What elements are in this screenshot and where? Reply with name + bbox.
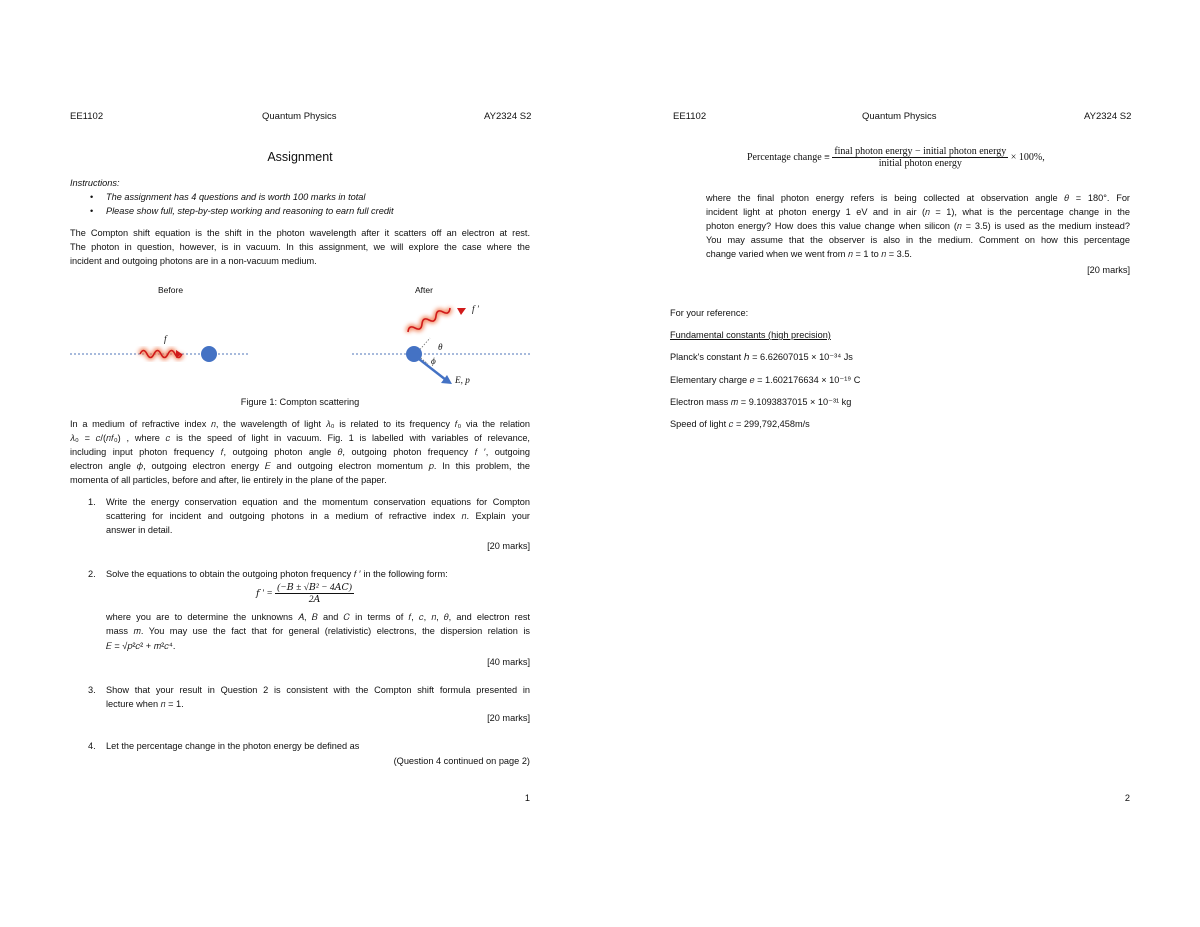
- body-line: momenta of all particles, before and after, lie entirely in the plane of the paper.: [70, 475, 387, 485]
- q3-line: lecture when 𝑛 = 1.: [106, 699, 184, 709]
- f-label: f: [164, 334, 167, 344]
- page-number: 2: [1124, 793, 1130, 803]
- header-term: AY2324 S2: [484, 111, 532, 122]
- eq-fraction: [832, 146, 1008, 169]
- constant-speed-of-light: Speed of light 𝑐 = 299,792,458m/s: [670, 419, 810, 429]
- outgoing-photon-wave: [408, 308, 466, 332]
- q4-line: Let the percentage change in the photon energy be defined as: [106, 741, 360, 751]
- compton-figure: [60, 280, 540, 395]
- body-line: electron angle 𝜙, outgoing electron energy 𝐸 and outgoing electron momentum 𝑝. In this problem, the: [70, 461, 530, 471]
- instructions-label: Instructions:: [70, 178, 120, 188]
- ep-label: E, p: [455, 375, 470, 385]
- q1-line: answer in detail.: [106, 525, 173, 535]
- percentage-change-equation: [747, 146, 1045, 169]
- body-line: In a medium of refractive index 𝑛, the wavelength of light 𝜆₀ is related to its frequency 𝑓₀ via the relation: [70, 419, 530, 429]
- constant-elementary-charge: Elementary charge 𝑒 = 1.602176634 × 10⁻¹⁹ C: [670, 375, 861, 385]
- q4-cont-line: where the final photon energy refers is being collected at observation angle 𝜃 = 180°. For: [706, 193, 1130, 203]
- q2-eq-denominator: 2𝐴: [308, 595, 321, 605]
- page-2: [600, 0, 1200, 927]
- body-line: 𝜆₀ = 𝑐/(𝑛𝑓₀) , where 𝑐 is the speed of light in vacuum. Fig. 1 is labelled with variables of relevance,: [70, 433, 530, 443]
- page-number: 1: [524, 793, 530, 803]
- before-label: Before: [158, 285, 184, 295]
- figure-caption: Figure 1: Compton scattering: [240, 397, 360, 407]
- q2-line: mass 𝑚. You may use the fact that for general (relativistic) electrons, the dispersion relation is: [106, 626, 530, 636]
- f-prime-label: f ′: [472, 304, 479, 314]
- q2-line: where you are to determine the unknowns 𝐴, 𝐵 and 𝐶 in terms of 𝑓, 𝑐, 𝑛, 𝜃, and electron rest: [106, 612, 530, 622]
- header-course-code: EE1102: [673, 111, 707, 122]
- electron-before: [201, 346, 217, 362]
- q1-marks: [20 marks]: [487, 541, 530, 551]
- q4-cont-line: incident light at photon energy 1 eV and in air (𝑛 = 1), what is the percentage change in the: [706, 207, 1130, 217]
- header-term: AY2324 S2: [1084, 111, 1132, 122]
- header-course-code: EE1102: [70, 111, 104, 122]
- q2-equation: [256, 582, 354, 605]
- constant-planck: Planck's constant ℎ = 6.62607015 × 10⁻³⁴ Js: [670, 352, 853, 362]
- q4-marks: [20 marks]: [1087, 265, 1130, 275]
- question-number: 4.: [88, 741, 96, 751]
- page-title: Assignment: [267, 150, 333, 164]
- q2-eq-fraction: [275, 582, 354, 605]
- q1-line: scattering for incident and outgoing photons in a medium of refractive index 𝑛. Explain your: [106, 511, 530, 521]
- after-label: After: [415, 285, 433, 295]
- q4-cont-line: You may assume that the observer is also in the medium. Comment on how this percentage: [706, 235, 1130, 245]
- intro-line: The Compton shift equation is the shift in the photon wavelength after it scatters off an electron at rest.: [70, 228, 530, 238]
- q1-line: Write the energy conservation equation and the momentum conservation equations for Compton: [106, 497, 530, 507]
- bullet-icon: •: [90, 192, 94, 202]
- q4-cont-line: photon energy? How does this value change when silicon (𝑛 = 3.5) is used as the medium instead?: [706, 221, 1130, 231]
- question-number: 2.: [88, 569, 96, 579]
- reference-title: For your reference:: [670, 308, 749, 318]
- q3-marks: [20 marks]: [487, 713, 530, 723]
- question-number: 1.: [88, 497, 96, 507]
- instruction-item: Please show full, step-by-step working and reasoning to earn full credit: [106, 206, 394, 216]
- body-line: including input photon frequency 𝑓, outgoing photon angle 𝜃, outgoing photon frequency 𝑓 ′, outgoing: [70, 447, 530, 457]
- q4-continued-note: (Question 4 continued on page 2): [393, 756, 530, 766]
- eq-numerator: final photon energy − initial photon energy: [834, 146, 1007, 157]
- question-number: 3.: [88, 685, 96, 695]
- q4-cont-line: change varied when we went from 𝑛 = 1 to 𝑛 = 3.5.: [706, 249, 912, 259]
- eq-rhs: × 100%,: [1010, 152, 1045, 163]
- header-course-title: Quantum Physics: [862, 111, 937, 122]
- phi-label: ϕ: [431, 356, 436, 366]
- eq-denominator: initial photon energy: [878, 158, 962, 169]
- theta-label: θ: [438, 342, 443, 352]
- q2-eq-numerator: (−𝐵 ± √𝐵² − 4𝐴𝐶): [277, 583, 352, 593]
- q2-line: Solve the equations to obtain the outgoing photon frequency 𝑓 ′ in the following form:: [106, 569, 448, 579]
- intro-line: The photon in question, however, is in vacuum. In this assignment, we will explore the case where the: [70, 242, 530, 252]
- instruction-item: The assignment has 4 questions and is worth 100 marks in total: [106, 192, 366, 202]
- q2-eq-lhs: 𝑓 ′ =: [256, 589, 273, 599]
- q2-marks: [40 marks]: [487, 657, 530, 667]
- q2-line: 𝐸 = √𝑝²𝑐² + 𝑚²𝑐⁴.: [106, 641, 176, 651]
- constant-electron-mass: Electron mass 𝑚 = 9.1093837015 × 10⁻³¹ kg: [670, 397, 852, 407]
- constants-title: Fundamental constants (high precision): [670, 330, 831, 340]
- incoming-photon-wave: [140, 350, 182, 358]
- bullet-icon: •: [90, 206, 94, 216]
- header-course-title: Quantum Physics: [262, 111, 337, 122]
- q3-line: Show that your result in Question 2 is consistent with the Compton shift formula presented in: [106, 685, 530, 695]
- intro-line: incident and outgoing photons are in a non-vacuum medium.: [70, 256, 317, 266]
- eq-lhs: Percentage change ≡: [747, 152, 830, 163]
